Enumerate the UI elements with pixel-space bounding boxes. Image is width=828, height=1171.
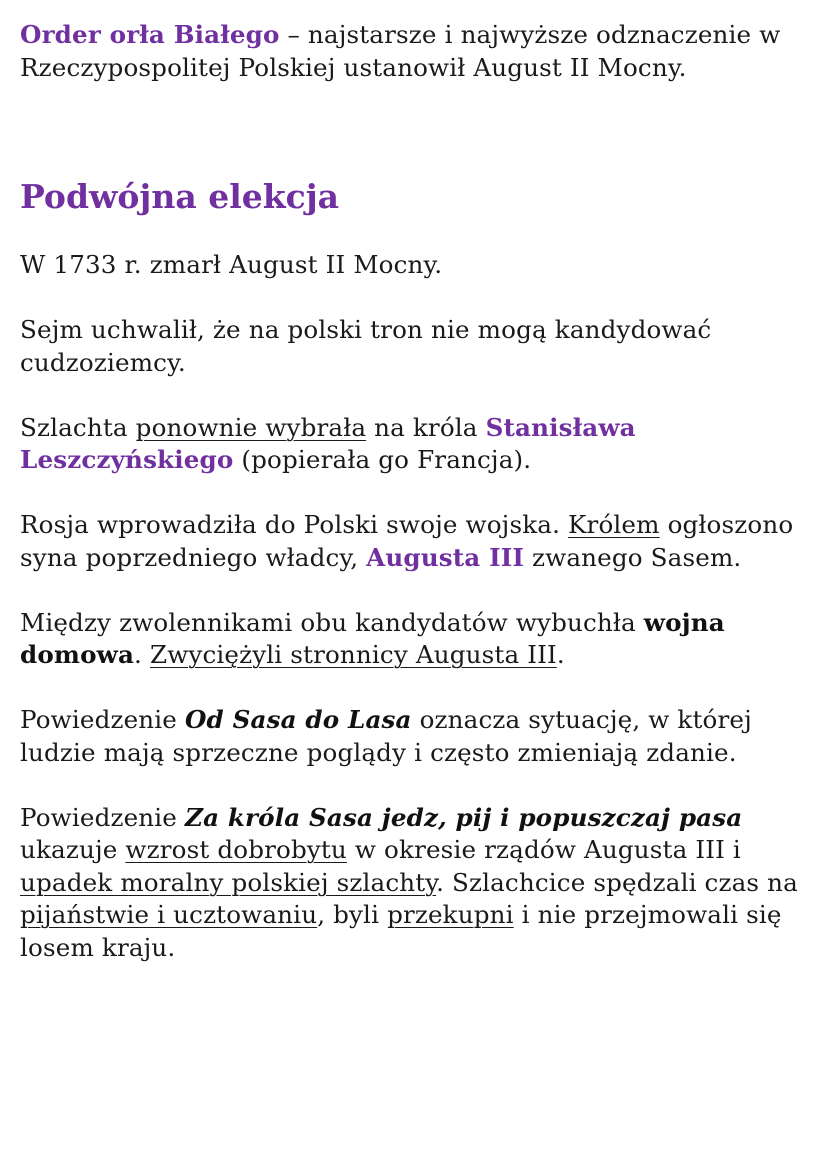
document-page <box>20 19 812 964</box>
highlighted-name: Augusta III <box>366 542 525 572</box>
paragraph-sejm: Sejm uchwalił, że na polski tron nie mogą kandydować cudzoziemcy. <box>20 315 712 377</box>
underlined-phrase: Zwyciężyli stronnicy Augusta III <box>149 640 557 669</box>
saying-phrase: Za króla Sasa jedz, pij i popuszczaj pasa <box>184 802 743 832</box>
intro-paragraph <box>20 19 812 84</box>
intro-term: Order orła Białego <box>20 20 280 49</box>
underlined-phrase: wzrost dobrobytu <box>125 835 347 864</box>
bold-phrase: wojna domowa <box>20 607 725 669</box>
paragraph-russia: Rosja wprowadziła do Polski swoje wojska. Królem ogłoszono syna poprzedniego władcy, Augusta III zwanego Sasem. <box>20 510 794 572</box>
paragraph-leszczynski: Szlachta ponownie wybrała na króla Stanisława Leszczyńskiego (popierała go Francja). <box>20 412 636 474</box>
underlined-phrase: pijaństwie i ucztowaniu <box>20 900 318 929</box>
paragraph-saying-1: Powiedzenie Od Sasa do Lasa oznacza sytuację, w której ludzie mają sprzeczne poglądy i często zmieniają zdanie. <box>20 705 752 767</box>
paragraph-civil-war: Między zwolennikami obu kandydatów wybuchła wojna domowa. Zwyciężyli stronnicy Augusta III. <box>20 607 725 669</box>
highlighted-name: Stanisława Leszczyńskiego <box>20 412 636 474</box>
saying-phrase: Od Sasa do Lasa <box>184 705 412 734</box>
paragraph-saying-2: Powiedzenie Za króla Sasa jedz, pij i popuszczaj pasa ukazuje wzrost dobrobytu w okresie rządów Augusta III i upadek moralny polskiej szlachty. Szlachcice spędzali czas na pijaństwie i ucztowaniu, byli przekupni i nie przejmowali się losem kraju. <box>20 802 798 962</box>
underlined-phrase: Królem <box>568 510 660 539</box>
underlined-phrase: przekupni <box>387 900 514 929</box>
section-title: Podwójna elekcja <box>20 177 340 216</box>
paragraph-death: W 1733 r. zmarł August II Mocny. <box>20 250 443 279</box>
intro-text: – najstarsze i najwyższe odznaczenie w Rzeczypospolitej Polskiej ustanowił August II Mocny. <box>20 20 781 82</box>
underlined-phrase: upadek moralny polskiej szlachty <box>20 867 437 897</box>
underlined-phrase: ponownie wybrała <box>135 412 367 442</box>
